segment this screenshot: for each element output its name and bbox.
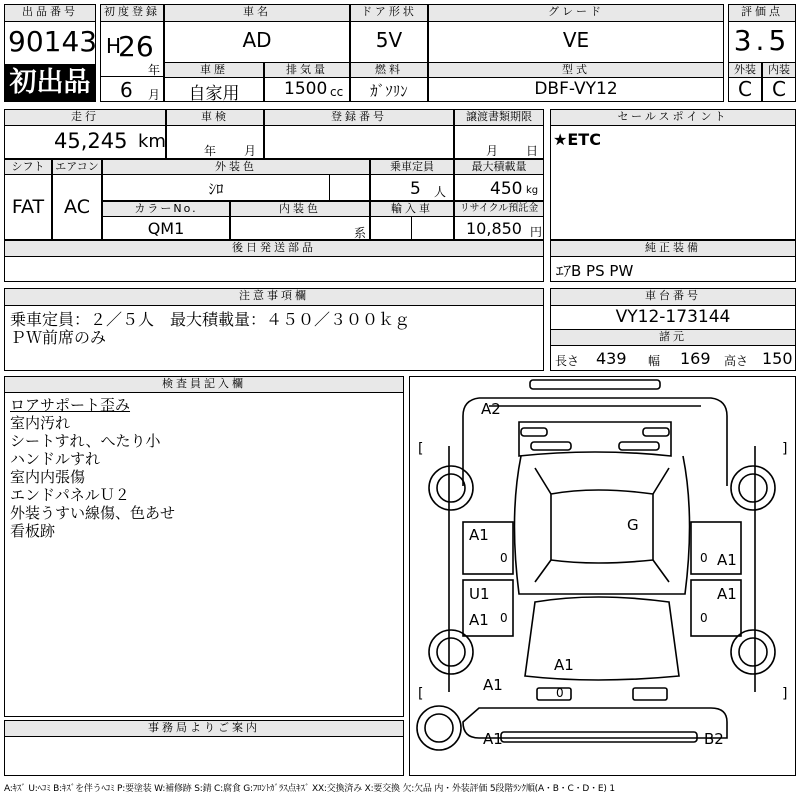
office-cell: [4, 736, 404, 776]
import-label: 輸入車: [370, 201, 454, 217]
int-grade: C: [772, 77, 786, 101]
dims-label: 諸元: [550, 329, 796, 346]
mileage: 45,245: [54, 129, 128, 153]
load: 450: [490, 179, 523, 199]
notice-line-2: ＰＷ前席のみ: [10, 328, 107, 347]
ext-label: 外装: [728, 62, 762, 78]
reg-no-label: 登録番号: [264, 109, 454, 126]
inspector-item: シートすれ、へたり小: [10, 432, 161, 450]
bracket-left-rear: [: [418, 686, 424, 702]
damage-mark-a1-bottom: A1: [483, 730, 503, 748]
inspector-item: 外装うすい線傷、色あせ: [10, 504, 176, 522]
mileage-unit: km: [138, 131, 166, 152]
length: 439: [596, 349, 627, 368]
capacity-label: 乗車定員: [370, 159, 454, 175]
displacement-unit: cc: [330, 85, 344, 99]
capacity: 5: [410, 179, 421, 199]
score: 3.5: [733, 24, 791, 57]
import-cell-1: [370, 216, 412, 240]
load-unit: kg: [526, 185, 539, 196]
inspector-item: 室内内張傷: [10, 468, 86, 486]
door: 5V: [375, 28, 403, 52]
first-listing-badge: 初出品: [4, 64, 96, 102]
interior-color-cell: [230, 216, 370, 240]
width-label: 幅: [648, 354, 661, 368]
model-label: 型式: [428, 62, 724, 78]
dims-cell: [550, 345, 796, 371]
era: H: [106, 34, 122, 58]
displacement-label: 排気量: [264, 62, 350, 78]
month-unit: 月: [148, 88, 161, 102]
genuine-label: 純正装備: [550, 240, 796, 257]
lot-no-label: 出品番号: [4, 4, 96, 22]
inspector-item: ハンドルすれ: [10, 450, 101, 468]
inspection-label: 車検: [166, 109, 264, 126]
ext-grade: C: [738, 77, 752, 101]
color-label: 外装色: [102, 159, 370, 175]
inspector-item: ロアサポート歪み: [10, 396, 131, 414]
later-parts-label: 後日発送部品: [4, 240, 544, 257]
length-label: 長さ: [555, 354, 580, 368]
inspector-item: 室内汚れ: [10, 414, 71, 432]
chassis-no: VY12-173144: [615, 307, 731, 327]
car-diagram: [409, 376, 796, 776]
notice-line-1: 乗車定員：２／５人 最大積載量：４５０／３００ｋｇ: [10, 310, 411, 329]
inspector-item: 看板跡: [10, 522, 56, 540]
recycle-label: リサイクル預託金: [454, 201, 544, 217]
import-cell-2: [411, 216, 454, 240]
color-no-label: カラーNo.: [102, 201, 230, 217]
history: 自家用: [188, 84, 240, 104]
sales-point-label: セールスポイント: [550, 109, 796, 126]
damage-mark-a1-rear-left: A1: [469, 611, 489, 629]
lot-no: 90143: [8, 25, 98, 58]
notice-label: 注意事項欄: [4, 288, 544, 306]
zero-mark: 0: [500, 611, 508, 625]
damage-mark-a1-rear-corner: A1: [483, 676, 503, 694]
inspector-item: エンドパネルＵ２: [10, 486, 130, 504]
transfer-month-unit: 月: [486, 144, 499, 158]
reg-month: 6: [120, 78, 133, 102]
year-unit: 年: [148, 63, 161, 77]
bracket-left-front: [: [418, 441, 424, 457]
reg-no-cell: [264, 125, 454, 159]
door-label: ドア形状: [350, 4, 428, 22]
inspector-label: 検査員記入欄: [4, 376, 404, 393]
reg-year: 26: [118, 30, 154, 63]
grade: VE: [562, 28, 590, 52]
fuel: ｶﾞｿﾘﾝ: [370, 82, 408, 100]
score-label: 評価点: [728, 4, 796, 22]
shift: FAT: [11, 196, 45, 218]
legend: A:ｷｽﾞ U:ﾍｺﾐ B:ｷｽﾞを伴うﾍｺﾐ P:要塗装 W:補修跡 S:錆 C:腐食 G:ﾌﾛﾝﾄｶﾞﾗｽ点ｷｽﾞ XX:交換済み X:要交換 欠:欠品 内・外装評価 5段階ﾗﾝｸ順(A・B・C・D・E) 1: [4, 784, 615, 794]
first-reg-label: 初度登録: [100, 4, 164, 22]
recycle: 10,850: [466, 219, 522, 238]
zero-mark: 0: [500, 551, 508, 565]
damage-mark-a1-front-right: A1: [717, 551, 737, 569]
zero-mark: 0: [700, 611, 708, 625]
model: DBF-VY12: [534, 79, 618, 99]
ac: AC: [64, 196, 90, 218]
ac-label: エアコン: [52, 159, 102, 175]
recycle-unit: 円: [530, 225, 543, 239]
color-sub-cell: [329, 174, 370, 201]
zero-mark: 0: [700, 551, 708, 565]
width: 169: [680, 349, 711, 368]
damage-mark-a1-rear-right: A1: [717, 585, 737, 603]
color-no: QM1: [147, 219, 185, 238]
transfer-day-unit: 日: [526, 144, 539, 158]
damage-mark-a1-rear: A1: [554, 656, 574, 674]
displacement: 1500: [284, 79, 328, 99]
damage-mark-a2: A2: [481, 400, 501, 418]
zero-mark: 0: [556, 686, 564, 700]
int-label: 内装: [762, 62, 796, 78]
office-label: 事務局よりご案内: [4, 720, 404, 737]
damage-mark-b2: B2: [704, 730, 724, 748]
color: ｼﾛ: [208, 180, 224, 198]
damage-mark-g: G: [627, 516, 639, 534]
fuel-label: 燃料: [350, 62, 428, 78]
load-label: 最大積載量: [454, 159, 544, 175]
later-parts-cell: [4, 256, 544, 282]
grade-label: グレード: [428, 4, 724, 22]
capacity-unit: 人: [434, 185, 447, 199]
chassis-label: 車台番号: [550, 288, 796, 306]
interior-color-label: 内装色: [230, 201, 370, 217]
mileage-label: 走行: [4, 109, 166, 126]
interior-suffix: 系: [354, 226, 367, 240]
car-name-label: 車名: [164, 4, 350, 22]
car-name: AD: [242, 28, 272, 52]
insp-month-unit: 月: [244, 144, 257, 158]
bracket-right-front: ]: [782, 441, 788, 457]
height: 150: [762, 349, 793, 368]
transfer-label: 譲渡書類期限: [454, 109, 544, 126]
genuine: ｴｱB PS PW: [556, 262, 634, 280]
height-label: 高さ: [724, 354, 749, 368]
sales-point: ★ETC: [553, 130, 601, 149]
shift-label: シフト: [4, 159, 52, 175]
bracket-right-rear: ]: [782, 686, 788, 702]
history-label: 車歴: [164, 62, 264, 78]
damage-mark-a1-front-left: A1: [469, 526, 489, 544]
damage-mark-u1: U1: [469, 585, 490, 603]
insp-year-unit: 年: [204, 144, 217, 158]
